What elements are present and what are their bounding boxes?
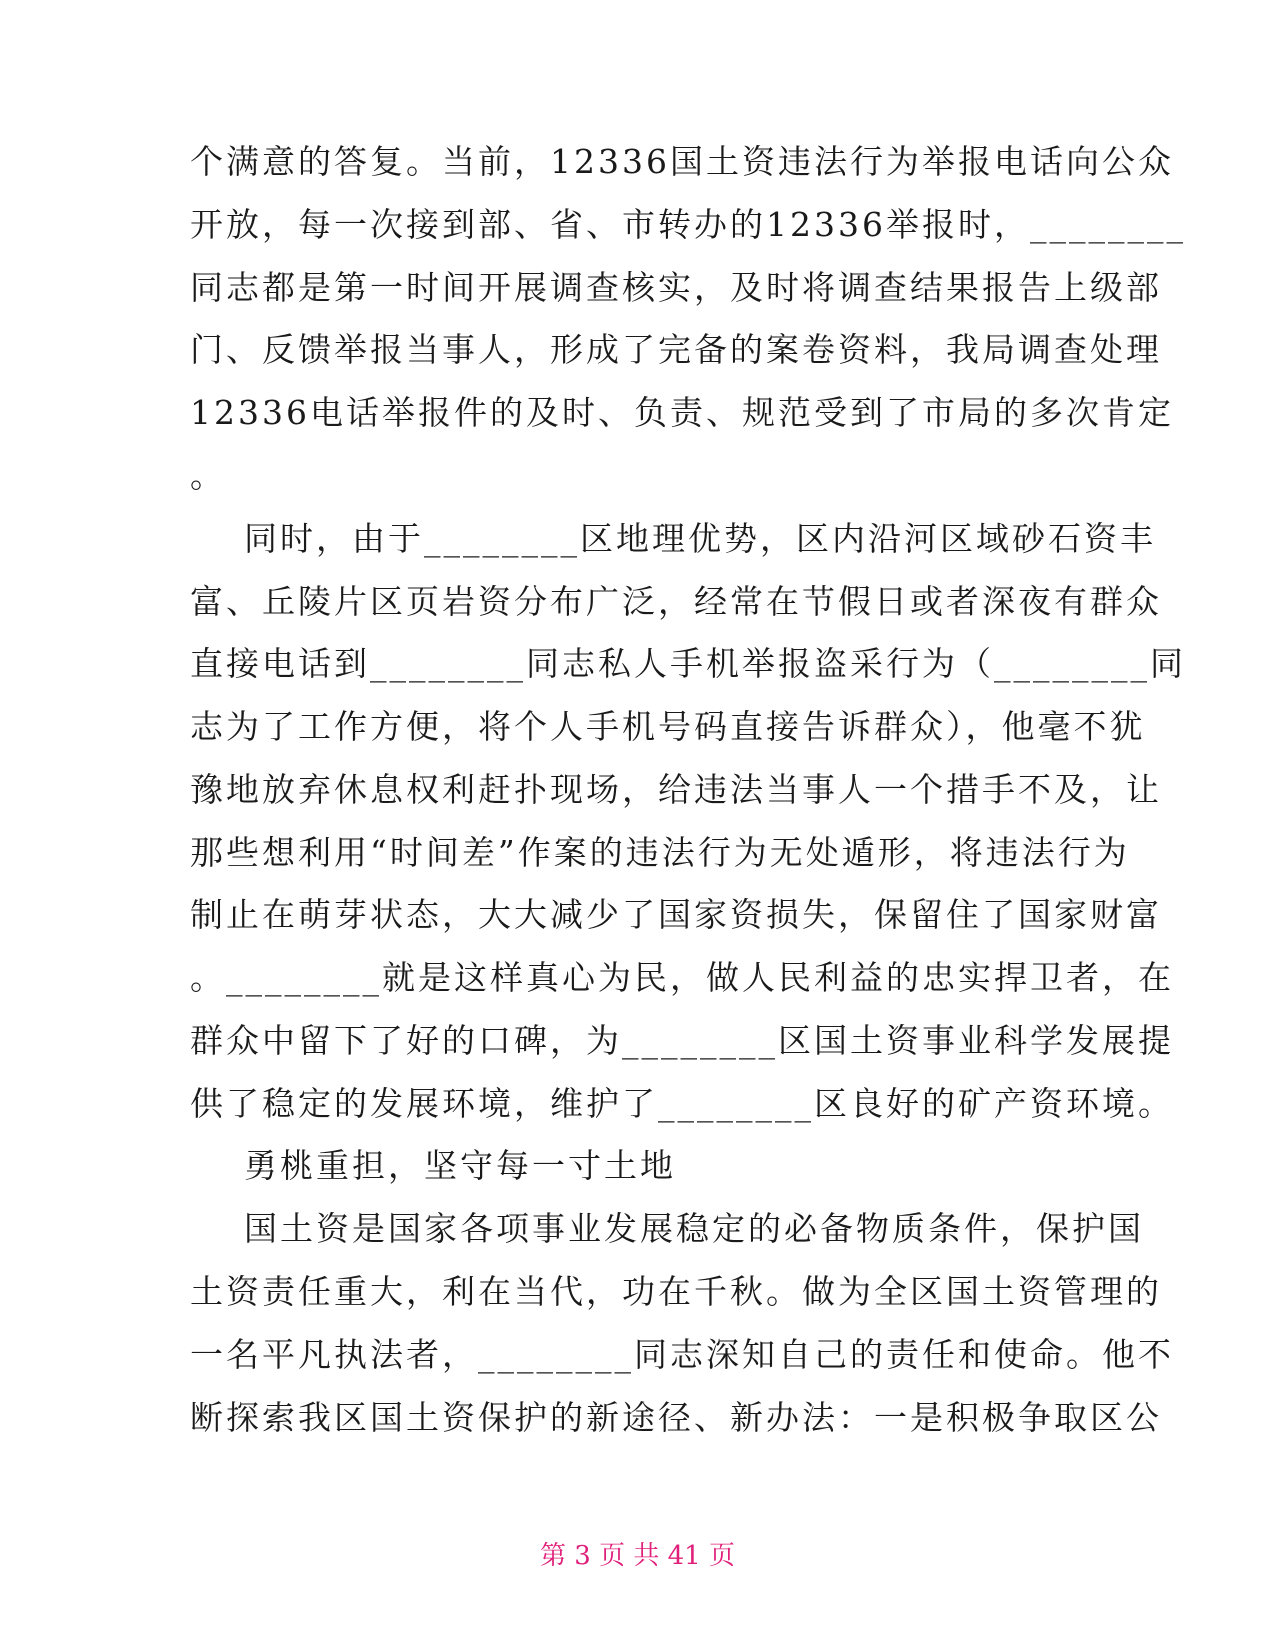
text-line: 断探索我区国土资保护的新途径、新办法：一是积极争取区公 [190, 1398, 1162, 1437]
text-line: 志为了工作方便，将个人手机号码直接告诉群众），他毫不犹 [190, 707, 1146, 746]
text-line: 门、反馈举报当事人，形成了完备的案卷资料，我局调查处理 [190, 330, 1162, 369]
text-line: 。________就是这样真心为民，做人民利益的忠实捍卫者，在 [190, 958, 1174, 997]
text-line: 豫地放弃休息权利赶扑现场，给违法当事人一个措手不及，让 [190, 770, 1162, 809]
text-line: 国土资是国家各项事业发展稳定的必备物质条件，保护国 [190, 1209, 1144, 1248]
text-line: 开放，每一次接到部、省、市转办的12336举报时，________ [190, 205, 1186, 244]
section-heading: 勇桃重担，坚守每一寸土地 [190, 1146, 676, 1185]
text-line: 直接电话到________同志私人手机举报盗采行为（________同 [190, 644, 1186, 683]
text-line: 制止在萌芽状态，大大减少了国家资损失，保留住了国家财富 [190, 895, 1162, 934]
text-line: 12336电话举报件的及时、负责、规范受到了市局的多次肯定 [190, 393, 1174, 432]
text-line: 土资责任重大，利在当代，功在千秋。做为全区国土资管理的 [190, 1272, 1162, 1311]
page-number-footer: 第 3 页 共 41 页 [540, 1541, 735, 1571]
text-line: 个满意的答复。当前，12336国土资违法行为举报电话向公众 [190, 142, 1174, 181]
text-line: 群众中留下了好的口碑，为________区国土资事业科学发展提 [190, 1021, 1174, 1060]
text-line: 供了稳定的发展环境，维护了________区良好的矿产资环境。 [190, 1084, 1174, 1123]
text-line: 同志都是第一时间开展调查核实，及时将调查结果报告上级部 [190, 268, 1162, 307]
text-line: 富、丘陵片区页岩资分布广泛，经常在节假日或者深夜有群众 [190, 582, 1162, 621]
text-line: 同时，由于________区地理优势，区内沿河区域砂石资丰 [190, 519, 1156, 558]
text-line: 那些想利用“时间差”作案的违法行为无处遁形，将违法行为 [190, 833, 1130, 872]
text-line: 。 [190, 456, 226, 495]
text-line: 一名平凡执法者，________同志深知自己的责任和使命。他不 [190, 1335, 1174, 1374]
